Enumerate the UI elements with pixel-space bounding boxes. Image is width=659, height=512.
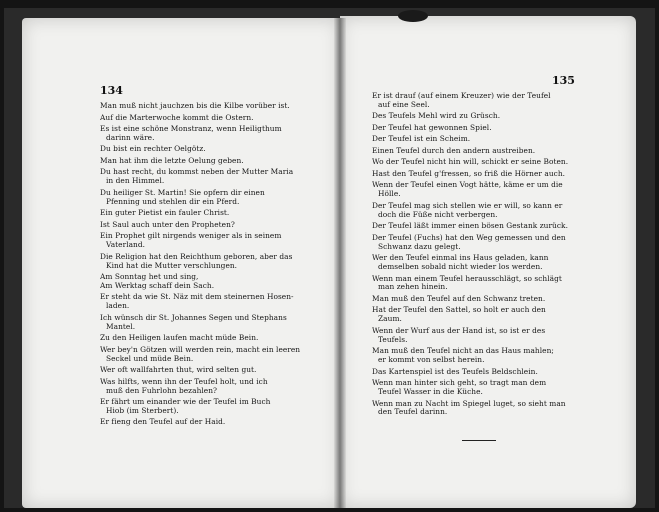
text-line: Man muß den Teufel nicht an das Haus mahlen; bbox=[372, 347, 554, 356]
book-gutter bbox=[334, 18, 346, 508]
text-line: Wo der Teufel nicht hin will, schickt er seine Boten. bbox=[372, 158, 569, 167]
text-line: Ein Prophet gilt nirgends weniger als in seinem bbox=[100, 232, 282, 241]
text-line: Der Teufel ist ein Scheim. bbox=[372, 135, 471, 144]
text-line: Er fieng den Teufel auf der Haid. bbox=[100, 418, 226, 427]
text-line: Was hilfts, wenn ihn der Teufel holt, und ich bbox=[100, 377, 268, 386]
text-line: Wenn man hinter sich geht, so tragt man dem bbox=[372, 379, 547, 388]
text-line: Wer oft wallfahrten thut, wird selten gut. bbox=[100, 366, 257, 375]
text-line: Hiob (im Sterbert). bbox=[106, 406, 179, 415]
text-line: Ein guter Pietist ein fauler Christ. bbox=[100, 209, 230, 218]
text-line: Mantel. bbox=[106, 322, 136, 331]
text-line: Es ist eine schöne Monstranz, wenn Heiligthum bbox=[100, 125, 282, 133]
text-line: Man hat ihm die letzte Oelung geben. bbox=[100, 156, 244, 165]
text-line: Der Teufel (Fuchs) hat den Weg gemessen und den bbox=[372, 233, 566, 242]
text-line: Vaterland. bbox=[106, 241, 146, 250]
text-line: Ich wünsch dir St. Johannes Segen und Stephans bbox=[100, 313, 287, 322]
text-line: darinn wäre. bbox=[106, 133, 155, 142]
text-line: Hat der Teufel den Sattel, so holt er auch den bbox=[372, 306, 546, 315]
text-line: Das Kartenspiel ist des Teufels Beldschlein. bbox=[372, 367, 538, 376]
text-line: Ist Saul auch unter den Propheten? bbox=[100, 220, 235, 229]
text-line: Am Sonntag het und sing, bbox=[100, 273, 199, 282]
end-rule bbox=[462, 440, 496, 441]
text-line: doch die Füße nicht verbergen. bbox=[378, 210, 498, 219]
text-line: Du bist ein rechter Oelgötz. bbox=[100, 145, 206, 154]
page-number: 135 bbox=[552, 74, 575, 87]
text-line: Er steht da wie St. Näz mit dem steinernen Hosen- bbox=[100, 293, 294, 302]
text-line: Seckel und müde Bein. bbox=[106, 354, 194, 363]
text-line: Wenn der Wurf aus der Hand ist, so ist er des bbox=[372, 326, 546, 335]
text-line: Am Werktag schaff dein Sach. bbox=[100, 281, 215, 290]
text-line: Hölle. bbox=[378, 190, 401, 199]
text-line: Einen Teufel durch den andern austreiben. bbox=[372, 146, 536, 155]
left-page bbox=[22, 18, 340, 508]
open-book bbox=[4, 8, 655, 508]
text-line: Wenn man einem Teufel herausschlägt, so schlägt bbox=[372, 274, 562, 283]
right-page bbox=[340, 16, 636, 508]
text-line: Er fährt um einander wie der Teufel im Buch bbox=[100, 398, 271, 407]
page-tear bbox=[398, 10, 428, 22]
text-line: Pfenning und stehlen dir ein Pferd. bbox=[106, 197, 240, 206]
text-line: Wer bey'n Götzen will werden rein, macht ein leeren bbox=[100, 345, 301, 354]
text-line: Man muß den Teufel auf den Schwanz treten. bbox=[372, 294, 546, 303]
text-line: er kommt von selbst herein. bbox=[378, 356, 485, 365]
text-line: Teufels. bbox=[378, 335, 408, 344]
text-line: Wenn der Teufel einen Vogt hätte, käme er um die bbox=[372, 181, 563, 190]
text-line: Du heiliger St. Martin! Sie opfern dir einen bbox=[100, 188, 265, 197]
page-number: 134 bbox=[100, 84, 123, 97]
text-line: Die Religion hat den Reichthum geboren, aber das bbox=[100, 252, 293, 261]
proverb-list bbox=[372, 92, 612, 417]
text-line: Der Teufel hat gewonnen Spiel. bbox=[372, 123, 492, 132]
text-line: muß den Fuhrlohn bezahlen? bbox=[106, 386, 218, 395]
text-line: Auf die Marterwoche kommt die Ostern. bbox=[100, 113, 254, 122]
text-line: Wer den Teufel einmal ins Haus geladen, kann bbox=[372, 254, 549, 263]
text-line: laden. bbox=[106, 302, 130, 311]
text-line: Der Teufel läßt immer einen bösen Gestank zurück. bbox=[372, 222, 568, 231]
text-line: Des Teufels Mehl wird zu Grüsch. bbox=[372, 112, 501, 121]
proverb-list bbox=[100, 102, 332, 427]
text-line: Hast den Teufel g'fressen, so friß die Hörner auch. bbox=[372, 169, 566, 178]
text-line: Der Teufel mag sich stellen wie er will, so kann er bbox=[372, 201, 563, 210]
text-line: in den Himmel. bbox=[106, 177, 165, 186]
text-line: man zehen hinein. bbox=[378, 283, 448, 292]
text-line: Kind hat die Mutter verschlungen. bbox=[106, 261, 238, 270]
text-line: Wenn man zu Nacht im Spiegel luget, so sieht man bbox=[372, 399, 566, 408]
text-line: Er ist drauf (auf einem Kreuzer) wie der Teufel bbox=[372, 92, 551, 100]
text-line: Teufel Wasser in die Küche. bbox=[378, 388, 483, 397]
text-line: Du hast recht, du kommst neben der Mutter Maria bbox=[100, 168, 294, 177]
text-line: auf eine Seel. bbox=[378, 100, 430, 109]
text-line: Zaum. bbox=[378, 315, 402, 324]
text-line: demselben sobald nicht wieder los werden. bbox=[378, 263, 543, 272]
text-line: den Teufel darinn. bbox=[378, 408, 448, 417]
text-line: Schwanz dazu gelegt. bbox=[378, 242, 461, 251]
text-line: Man muß nicht jauchzen bis die Kilbe vorüber ist. bbox=[100, 102, 290, 110]
text-line: Zu den Heiligen laufen macht müde Bein. bbox=[100, 334, 259, 343]
